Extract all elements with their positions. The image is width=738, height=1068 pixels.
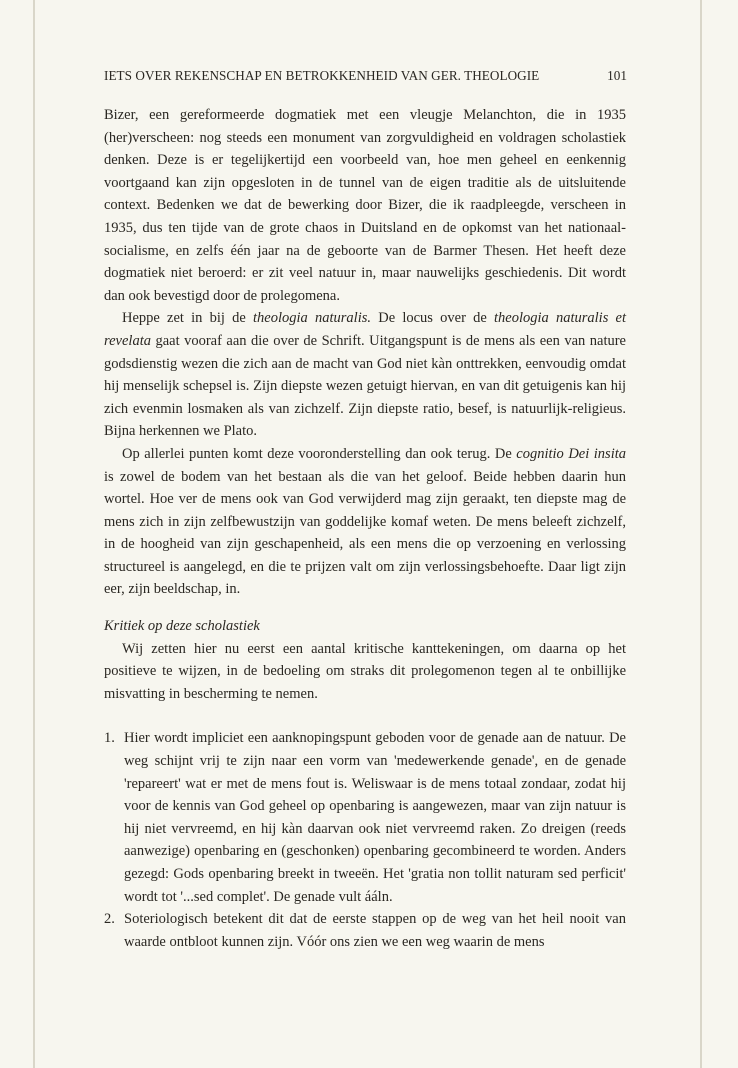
section-title: Kritiek op deze scholastiek: [104, 618, 260, 635]
term-theologia-naturalis: theologia naturalis.: [253, 310, 372, 327]
list-item-number: 1.: [104, 730, 115, 747]
running-header-title: IETS OVER REKENSCHAP EN BETROKKENHEID VAN GER. THEOLOGIE: [104, 68, 540, 83]
term-cognitio-dei-insita: cognitio Dei insita: [516, 445, 627, 462]
page-edge-right: [700, 0, 702, 1068]
page-body: [104, 104, 626, 953]
numbered-list: [104, 727, 626, 953]
paragraph-2: Heppe zet in bij de theologia naturalis. De locus over de theologia naturalis et revelata gaat vooraf aan die over de Schrift. Uitgangspunt is de mens als een van nature godsdienstig wezen die zich aan de macht van God niet kàn onttrekken, eenvoudig omdat hij menselijk schepsel is. Zijn diepste wezen getuigt hiervan, en van dit getuigenis kan hij zich evenmin losmaken als van zichzelf. Zijn diepste ratio, besef, is natuurlijk-religieus. Bijna herkennen we Plato.: [104, 310, 627, 440]
list-item-text: Soteriologisch betekent dit dat de eerste stappen op de weg van het heil nooit van waarde ontbloot kunnen zijn. Vóór ons zien we een weg waarin de mens: [124, 911, 626, 950]
running-header: [104, 68, 627, 84]
list-item: [104, 727, 626, 908]
list-item-text: Hier wordt impliciet een aanknopingspunt geboden voor de genade aan de natuur. De weg schijnt vrij te zijn naar een vorm van 'medewerkende genade', en de genade 'repareert' wat er met de mens fout is. Weliswaar is de mens totaal zondaar, zodat hij voor de kennis van God geheel op openbaring is aangewezen, maar van zijn natuur is hij niet vervreemd, en hij kàn daarvan ook niet vervreemd raken. Zo dreigen (reeds aanwezige) openbaring en (geschonken) openbaring gecombineerd te worden. Anders gezegd: Gods openbaring breekt in tweeën. Het 'gratia non tollit naturam sed perficit' wordt tot '...sed complet'. De genade vult ááln.: [124, 730, 626, 905]
list-item: [104, 908, 626, 953]
paragraph-1: Bizer, een gereformeerde dogmatiek met een vleugje Melanchton, die in 1935 (her)verscheen: nog steeds een monument van zorgvuldigheid en voldragen scholastiek denken. Deze is er tegelijkertijd een voorbeeld van, hoe men geheel en eenkennig voortgaand kan zijn opgesloten in de tunnel van de eigen traditie als de uitsluitende context. Bedenken we dat de bewerking door Bizer, die ik raadpleegde, verscheen in 1935, dus ten tijde van de grote chaos in Duitsland en de opkomst van het nationaal-socialisme, en zelfs één jaar na de geboorte van de Barmer Thesen. Het heeft deze dogmatiek niet beroerd: er zit veel natuur in, maar nauwelijks geschiedenis. Dit wordt dan ook bevestigd door de prolegomena.: [104, 107, 626, 304]
term-theologia-naturalis-et-revelata: theologia naturalis et revelata: [104, 310, 627, 349]
paragraph-3: Op allerlei punten komt deze vooronderstelling dan ook terug. De cognitio Dei insita is zowel de bodem van het bestaan als die van het geloof. Beide hebben daarin hun wortel. Hoe ver de mens ook van God verwijderd mag zijn geraakt, ten diepste mag de mens zich in zijn zelfbewustzijn van goddelijke komaf weten. De mens beleeft zichzelf, in de hoogheid van zijn geschapenheid, als een mens die op verzoening en verlossing structureel is aangelegd, en die te prijzen valt om zijn verlossingsbehoefte. Daar ligt zijn eer, zijn beeldschap, in.: [104, 445, 627, 598]
page-edge-left: [33, 0, 35, 1068]
list-item-number: 2.: [104, 911, 115, 928]
page-number: 101: [607, 68, 627, 83]
paragraph-4: Wij zetten hier nu eerst een aantal kritische kanttekeningen, om daarna op het positieve te wijzen, in de bedoeling om straks dit prolegomenon tegen al te onbillijke misvatting in bescherming te nemen.: [104, 640, 626, 702]
